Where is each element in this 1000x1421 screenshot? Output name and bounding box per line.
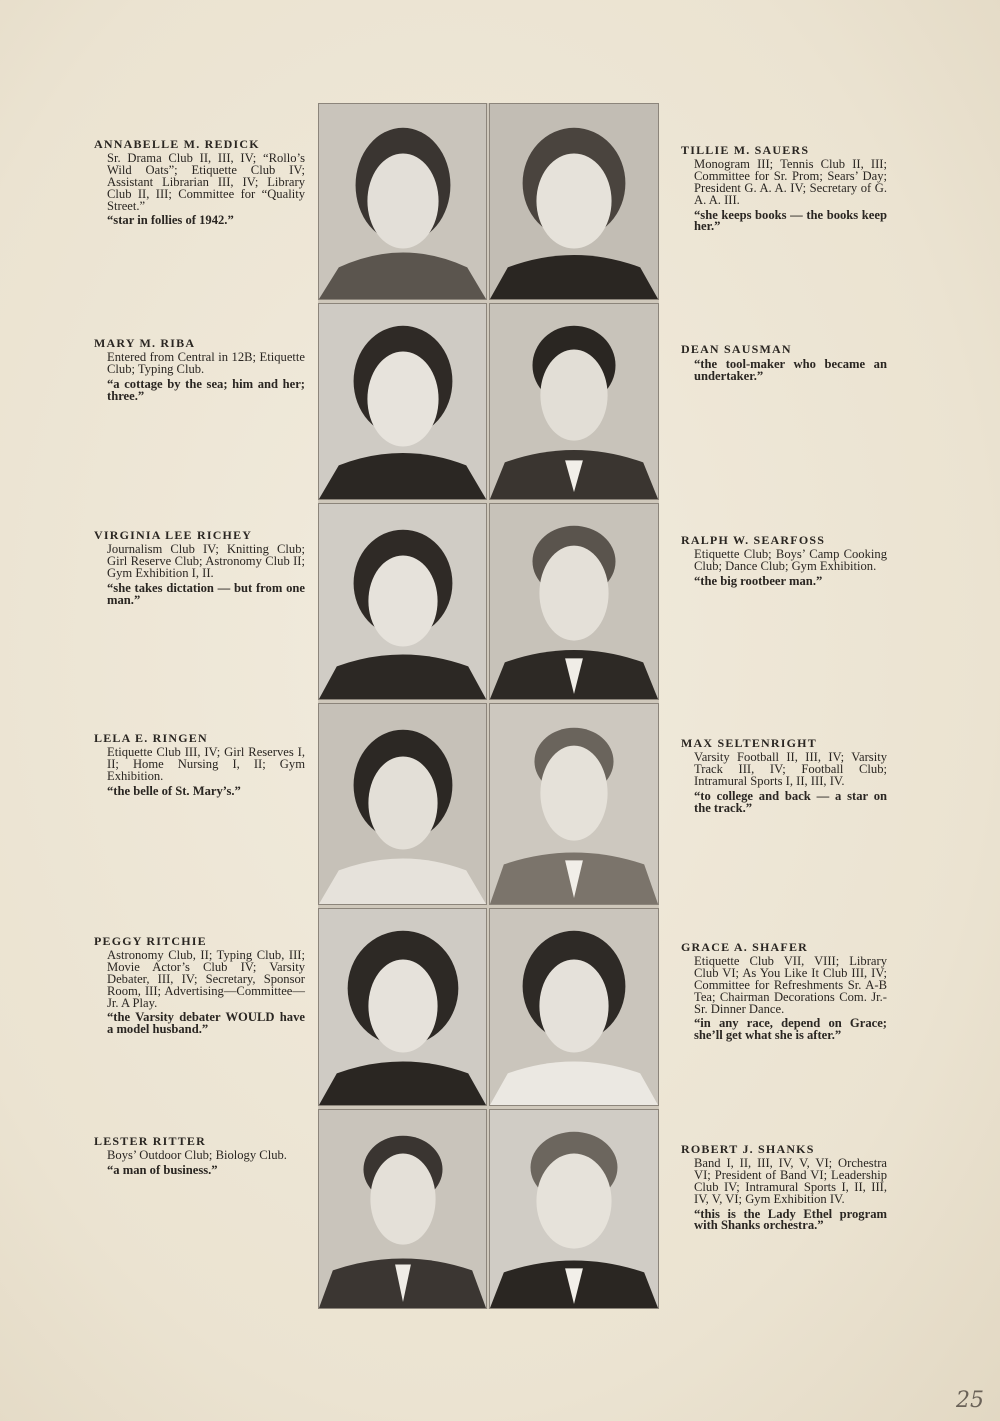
student-activities: Journalism Club IV; Knitting Club; Girl Reserve Club; Astronomy Club II; Gym Exhibition I, II. <box>107 541 305 580</box>
student-quote: “star in follies of 1942.” <box>107 213 234 228</box>
senior-entry-lester-ritter <box>95 1136 305 1177</box>
student-name: LELA E. RINGEN <box>94 731 208 745</box>
student-quote: “the big rootbeer man.” <box>694 573 823 588</box>
student-quote: “a man of business.” <box>107 1162 218 1177</box>
portrait-photo <box>318 908 487 1106</box>
student-name: TILLIE M. SAUERS <box>681 143 810 157</box>
student-name: DEAN SAUSMAN <box>681 342 792 356</box>
senior-entry-robert-shanks <box>682 1144 887 1232</box>
student-activities: Etiquette Club VII, VIII; Library Club VI; As You Like It Club III, IV; Committee for Refreshments Sr. A-B Tea; Chairman Decorations Com. Jr.-Sr. Dinner Dance. <box>694 953 887 1016</box>
student-activities: Etiquette Club; Boys’ Camp Cooking Club; Dance Club; Gym Exhibition. <box>694 546 887 573</box>
portrait-photo <box>489 908 659 1106</box>
portrait-photo <box>318 703 487 905</box>
senior-entry-mary-riba <box>95 338 305 403</box>
student-name: GRACE A. SHAFER <box>681 940 809 954</box>
student-name: VIRGINIA LEE RICHEY <box>94 528 253 542</box>
student-activities: Astronomy Club, II; Typing Club, III; Movie Actor’s Club IV; Varsity Debater, III, IV; Secretary, Sponsor Room, III; Advertising—Committee—Jr. A Play. <box>107 947 305 1010</box>
senior-entry-annabelle-redick <box>95 139 305 227</box>
senior-entry-lela-ringen <box>95 733 305 798</box>
portrait-photo <box>318 303 487 500</box>
student-activities: Entered from Central in 12B; Etiquette Club; Typing Club. <box>107 349 305 376</box>
student-name: LESTER RITTER <box>94 1134 206 1148</box>
senior-entry-tillie-sauers <box>682 145 887 233</box>
senior-entry-dean-sausman <box>682 344 887 383</box>
student-activities: Varsity Football II, III, IV; Varsity Track III, IV; Football Club; Intramural Sports I, II, III, IV. <box>694 749 887 788</box>
student-name: MAX SELTENRIGHT <box>681 736 817 750</box>
student-quote: “the tool-maker who became an undertaker.” <box>694 356 887 383</box>
student-name: MARY M. RIBA <box>94 336 196 350</box>
student-activities: Band I, II, III, IV, V, VI; Orchestra VI; President of Band VI; Leadership Club IV; Intramural Sports I, II, III, IV, V, VI; Gym Exhibition IV. <box>694 1155 887 1206</box>
senior-entry-grace-shafer <box>682 942 887 1042</box>
page-number: 25 <box>956 1388 984 1413</box>
student-quote: “a cottage by the sea; him and her; three.” <box>107 376 305 403</box>
student-quote: “to college and back — a star on the track.” <box>694 788 887 815</box>
portrait-photo <box>318 1109 487 1309</box>
portrait-grid <box>318 103 659 1309</box>
portrait-photo <box>318 103 487 300</box>
student-quote: “in any race, depend on Grace; she’ll get what she is after.” <box>694 1016 887 1043</box>
student-name: ANNABELLE M. REDICK <box>94 137 260 151</box>
senior-entry-virginia-richey <box>95 530 305 606</box>
student-name: PEGGY RITCHIE <box>94 934 207 948</box>
student-activities: Monogram III; Tennis Club II, III; Committee for Sr. Prom; Sears’ Day; President G. A. A. IV; Secretary of G. A. A. III. <box>694 156 887 207</box>
portrait-photo <box>489 303 659 500</box>
student-quote: “she keeps books — the books keep her.” <box>694 207 887 234</box>
senior-entry-peggy-ritchie <box>95 936 305 1036</box>
portrait-photo <box>489 1109 659 1309</box>
senior-entry-ralph-searfoss <box>682 535 887 588</box>
portrait-photo <box>489 503 659 700</box>
portrait-photo <box>489 103 659 300</box>
student-quote: “the belle of St. Mary’s.” <box>107 783 241 798</box>
student-quote: “she takes dictation — but from one man.” <box>107 580 305 607</box>
student-activities: Boys’ Outdoor Club; Biology Club. <box>107 1147 287 1162</box>
portrait-photo <box>318 503 487 700</box>
student-name: RALPH W. SEARFOSS <box>681 533 826 547</box>
student-activities: Sr. Drama Club II, III, IV; “Rollo’s Wild Oats”; Etiquette Club IV; Assistant Librarian III, IV; Library Club II, III; Committee for “Quality Street.” <box>107 150 305 213</box>
senior-entry-max-seltenright <box>682 738 887 814</box>
portrait-photo <box>489 703 659 905</box>
student-quote: “this is the Lady Ethel program with Shanks orchestra.” <box>694 1206 887 1233</box>
student-quote: “the Varsity debater WOULD have a model husband.” <box>107 1010 305 1037</box>
student-activities: Etiquette Club III, IV; Girl Reserves I, II; Home Nursing I, II; Gym Exhibition. <box>107 744 305 783</box>
student-name: ROBERT J. SHANKS <box>681 1142 815 1156</box>
